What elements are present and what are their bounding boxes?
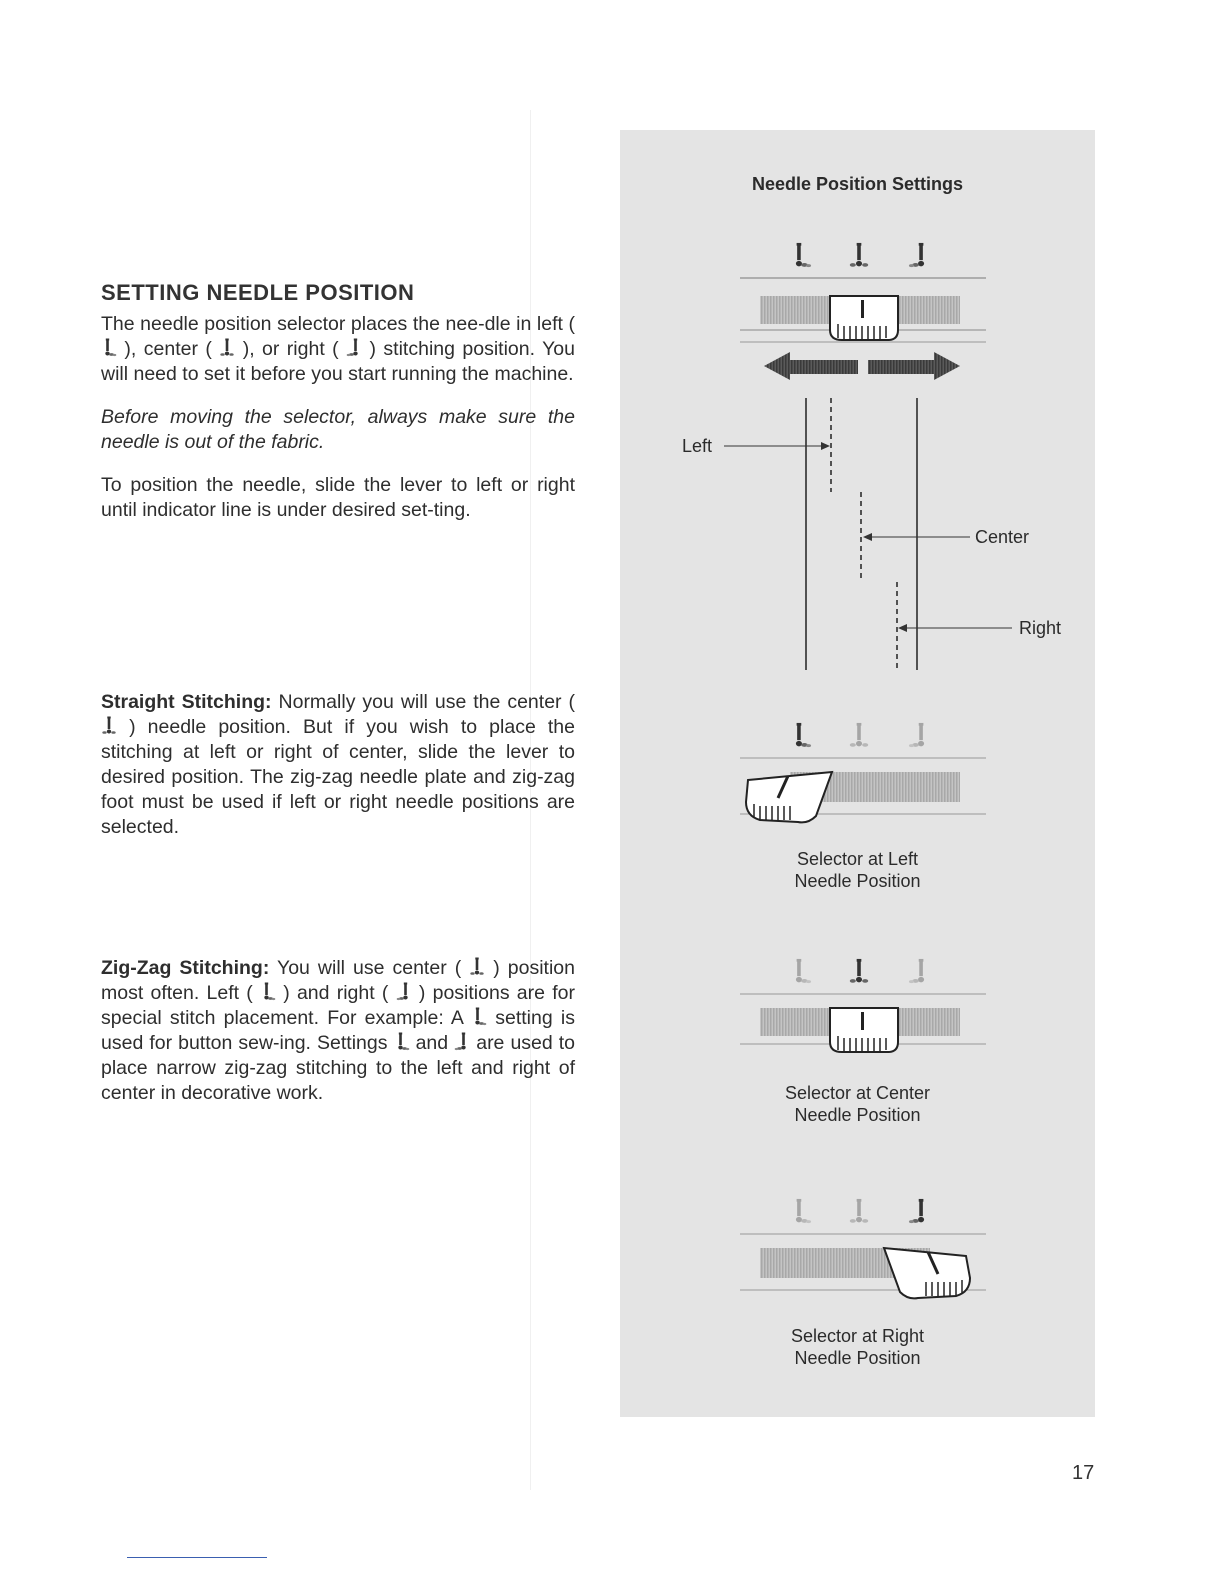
intro-text-c: ), or right ( xyxy=(242,338,339,360)
slide-right-arrow xyxy=(868,352,960,380)
caption-right-line-1: Selector at Right xyxy=(790,1326,925,1346)
needle-right-icon xyxy=(346,338,362,358)
needle-left-icon xyxy=(101,338,117,358)
figure-title: Needle Position Settings xyxy=(751,174,964,194)
label-center: Center xyxy=(975,527,1030,547)
zigzag-text-e: setting is used for button sew-ing. Settings xyxy=(101,1007,575,1054)
straight-text-b: ) needle position. But if you wish to place the stitching at left or right of center, slide the lever to desired position. The zig-zag needle plate and zig-zag foot must be used if left or right needle positions are selected. xyxy=(101,716,575,838)
needle-left-icon xyxy=(796,959,811,983)
caption-left-line-2: Needle Position xyxy=(794,871,921,891)
needle-left-icon xyxy=(796,1199,811,1223)
needle-left-icon xyxy=(471,1007,487,1027)
needle-center-icon xyxy=(850,723,868,747)
section-heading: SETTING NEEDLE POSITION xyxy=(101,280,415,305)
zigzag-stitching-label: Zig-Zag Stitching: xyxy=(101,957,270,979)
needle-center-icon xyxy=(219,338,235,358)
footer-line xyxy=(127,1557,267,1558)
intro-text-b: ), center ( xyxy=(124,338,212,360)
needle-left-icon xyxy=(796,243,811,267)
zigzag-text-d: ) positions are for special stitch placement. For example: A xyxy=(101,982,575,1029)
zigzag-text-f: and xyxy=(415,1032,449,1054)
figure-drawing xyxy=(620,130,1095,1417)
needle-left-icon xyxy=(260,982,276,1002)
straight-stitching-block xyxy=(101,690,575,840)
zigzag-text-b: ) position most often. Left ( xyxy=(101,957,575,1004)
zigzag-text-g: are used to place narrow zig-zag stitching to the left and right of center in decorative work. xyxy=(101,1032,576,1104)
needle-position-figure xyxy=(620,130,1095,1417)
straight-text-a: Normally you will use the center ( xyxy=(278,691,575,713)
label-right: Right xyxy=(1019,618,1062,638)
needle-right-icon xyxy=(909,959,924,983)
zigzag-stitching-paragraph xyxy=(101,956,575,1106)
needle-right-icon xyxy=(396,982,412,1002)
selector-knob-right xyxy=(884,1248,970,1298)
slide-left-arrow xyxy=(764,352,858,380)
needle-left-icon xyxy=(394,1032,410,1052)
zigzag-text-c: ) and right ( xyxy=(283,982,389,1004)
needle-right-icon xyxy=(454,1032,470,1052)
intro-block xyxy=(101,312,575,523)
needle-center-icon xyxy=(850,1199,868,1223)
needle-center-icon xyxy=(101,716,117,736)
label-left: Left xyxy=(682,436,713,456)
caption-right xyxy=(620,1325,1095,1369)
straight-stitching-label: Straight Stitching: xyxy=(101,691,272,713)
caption-left xyxy=(620,848,1095,892)
needle-center-icon xyxy=(850,243,868,267)
caption-center-line-1: Selector at Center xyxy=(784,1083,931,1103)
zigzag-stitching-block xyxy=(101,956,575,1106)
caption-left-line-1: Selector at Left xyxy=(796,849,919,869)
intro-text-d: ) stitching position. You will need to set it before you start running the machine. xyxy=(101,338,575,385)
intro-text-a: The needle position selector places the nee-dle in left ( xyxy=(101,313,575,335)
needle-right-icon xyxy=(909,1199,924,1223)
straight-stitching-paragraph xyxy=(101,690,575,840)
caption-right-line-2: Needle Position xyxy=(794,1348,921,1368)
zigzag-text-a: You will use center ( xyxy=(277,957,462,979)
instruction-paragraph: To position the needle, slide the lever to left or right until indicator line is under desired set-ting. xyxy=(101,474,575,521)
caution-paragraph: Before moving the selector, always make sure the needle is out of the fabric. xyxy=(101,406,575,453)
caption-center xyxy=(620,1082,1095,1126)
needle-center-icon xyxy=(469,957,485,977)
needle-right-icon xyxy=(909,723,924,747)
needle-left-icon xyxy=(796,723,811,747)
intro-paragraph xyxy=(101,312,575,387)
page-number: 17 xyxy=(1072,1462,1095,1484)
selector-knob-left xyxy=(746,772,832,822)
needle-center-icon xyxy=(850,959,868,983)
caption-center-line-2: Needle Position xyxy=(794,1105,921,1125)
needle-right-icon xyxy=(909,243,924,267)
